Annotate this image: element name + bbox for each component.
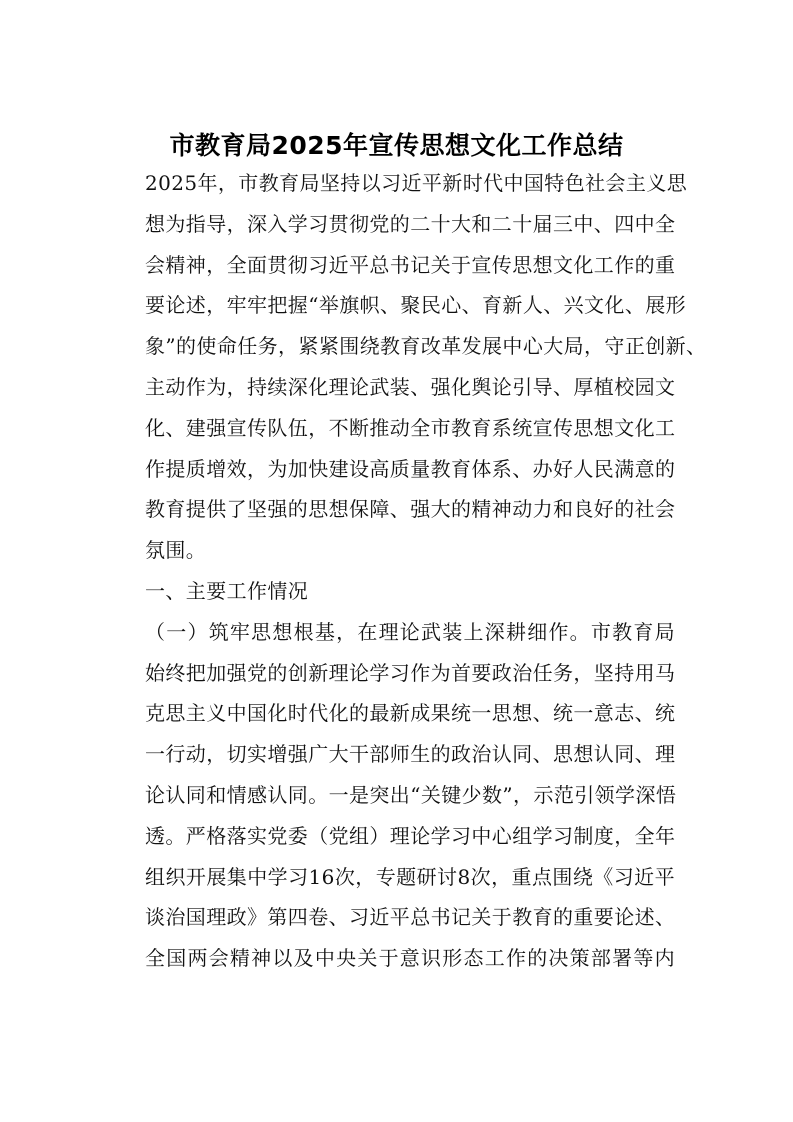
section-heading: 一、主要工作情况 bbox=[145, 578, 309, 603]
paragraph-line: 一行动，切实增强广大干部师生的政治认同、思想认同、理 bbox=[145, 742, 676, 767]
paragraph-line: 组织开展集中学习16次，专题研讨8次，重点围绕《习近平 bbox=[145, 864, 675, 889]
paragraph-line: 全国两会精神以及中央关于意识形态工作的决策部署等内 bbox=[145, 946, 675, 971]
paragraph-line: （一）筑牢思想根基，在理论武装上深耕细作。市教育局 bbox=[145, 619, 675, 644]
document-body bbox=[145, 163, 707, 979]
paragraph-line: 始终把加强党的创新理论学习作为首要政治任务，坚持用马 bbox=[145, 660, 676, 685]
paragraph-line: 会精神，全面贯彻习近平总书记关于宣传思想文化工作的重 bbox=[145, 252, 676, 277]
paragraph-line: 主动作为，持续深化理论武装、强化舆论引导、厚植校园文 bbox=[145, 374, 676, 399]
paragraph-line: 2025年，市教育局坚持以习近平新时代中国特色社会主义思 bbox=[145, 171, 688, 195]
paragraph-line: 氛围。 bbox=[145, 538, 207, 563]
paragraph-line: 作提质增效，为加快建设高质量教育体系、办好人民满意的 bbox=[145, 456, 676, 481]
paragraph-line: 克思主义中国化时代化的最新成果统一思想、统一意志、统 bbox=[145, 701, 676, 726]
paragraph-line: 化、建强宣传队伍，不断推动全市教育系统宣传思想文化工 bbox=[145, 415, 676, 440]
paragraph-line: 教育提供了坚强的思想保障、强大的精神动力和良好的社会 bbox=[145, 497, 676, 522]
paragraph-line: 透。严格落实党委（党组）理论学习中心组学习制度，全年 bbox=[145, 823, 676, 848]
document-title: 市教育局2025年宣传思想文化工作总结 bbox=[169, 131, 624, 160]
paragraph-line: 要论述，牢牢把握“举旗帜、聚民心、育新人、兴文化、展形 bbox=[145, 293, 687, 318]
paragraph-line: 谈治国理政》第四卷、习近平总书记关于教育的重要论述、 bbox=[145, 905, 676, 930]
paragraph-line: 象”的使命任务，紧紧围绕教育改革发展中心大局，守正创新、 bbox=[145, 334, 707, 359]
paragraph-line: 想为指导，深入学习贯彻党的二十大和二十届三中、四中全 bbox=[145, 211, 676, 236]
paragraph-line: 论认同和情感认同。一是突出“关键少数”，示范引领学深悟 bbox=[145, 782, 677, 807]
